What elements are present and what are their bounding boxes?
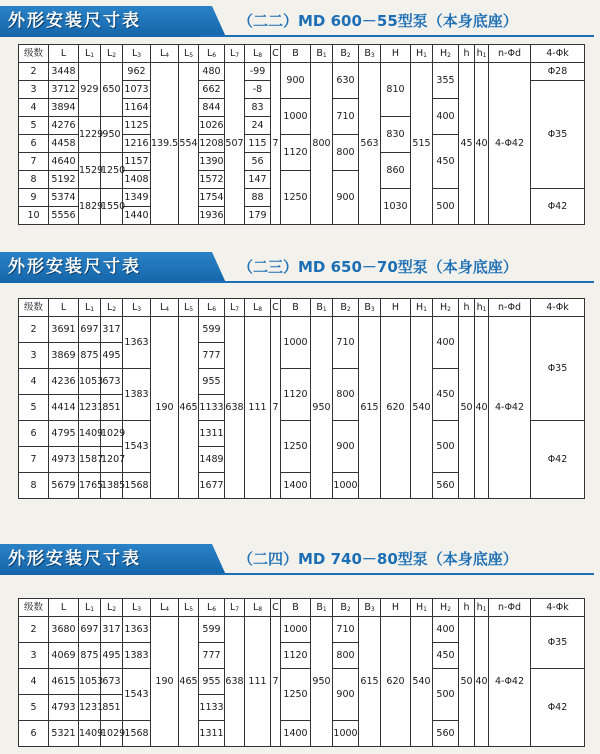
H-cell: 860 — [381, 153, 411, 189]
L8-cell: -8 — [245, 81, 271, 99]
L7-cell: 507 — [225, 63, 245, 225]
header-h1: $h_1$ — [475, 599, 489, 617]
B3-cell: 563 — [359, 63, 381, 225]
L3-cell: 1157 — [123, 153, 151, 171]
k-cell: Φ42 — [531, 421, 585, 499]
L6-cell: 1311 — [199, 421, 225, 447]
header-B3: $B_3$ — [359, 299, 381, 317]
L1-cell: 1229 — [79, 117, 101, 153]
header-C: C — [271, 45, 281, 63]
L2-cell: 495 — [101, 343, 123, 369]
stage-cell: 5 — [19, 695, 49, 721]
L2-cell: 1029 — [101, 421, 123, 447]
L6-cell: 1754 — [199, 189, 225, 207]
L6-cell: 1677 — [199, 473, 225, 499]
section-3-title: 外形安装尺寸表 — [8, 549, 141, 569]
H2-cell: 355 — [433, 63, 459, 99]
header-L4: $L_4$ — [151, 45, 179, 63]
banner-rule — [200, 35, 594, 37]
L8-cell: 88 — [245, 189, 271, 207]
L1-cell: 875 — [79, 643, 101, 669]
L1-cell: 1587 — [79, 447, 101, 473]
k-cell: Φ35 — [531, 617, 585, 669]
H2-cell: 500 — [433, 421, 459, 473]
L1-cell: 1529 — [79, 153, 101, 189]
stage-cell: 4 — [19, 99, 49, 117]
L2-cell: 1207 — [101, 447, 123, 473]
header-H: H — [381, 45, 411, 63]
L2-cell: 495 — [101, 643, 123, 669]
header-stages: 级数 — [19, 45, 49, 63]
L1-cell: 875 — [79, 343, 101, 369]
L1-cell: 1053 — [79, 369, 101, 395]
B-cell: 1400 — [281, 721, 311, 747]
H2-cell: 500 — [433, 189, 459, 225]
H-cell: 830 — [381, 117, 411, 153]
header-H1: $H_1$ — [411, 599, 433, 617]
B-cell: 1250 — [281, 421, 311, 473]
header-n-d: n-Φd — [489, 599, 531, 617]
L-cell: 5192 — [49, 171, 79, 189]
header-H2: $H_2$ — [433, 299, 459, 317]
B2-cell: 1000 — [333, 473, 359, 499]
header-h: h — [459, 299, 475, 317]
dimension-table-3 — [18, 598, 585, 747]
k-cell: Φ42 — [531, 189, 585, 225]
L1-cell: 929 — [79, 63, 101, 117]
B2-cell: 900 — [333, 669, 359, 721]
L-cell: 5374 — [49, 189, 79, 207]
dimension-table-1 — [18, 44, 585, 225]
header-B1: $B_1$ — [311, 299, 333, 317]
H2-cell: 450 — [433, 369, 459, 421]
header-B: B — [281, 599, 311, 617]
L-cell: 3894 — [49, 99, 79, 117]
stage-cell: 6 — [19, 721, 49, 747]
L2-cell: 950 — [101, 117, 123, 153]
section-2-banner — [0, 252, 600, 283]
header-H: H — [381, 599, 411, 617]
header-H1: $H_1$ — [411, 299, 433, 317]
header-L1: $L_1$ — [79, 45, 101, 63]
L3-cell: 1568 — [123, 721, 151, 747]
header-L7: $L_7$ — [225, 599, 245, 617]
header-L8: $L_8$ — [245, 45, 271, 63]
section-1-subtitle: （二二）MD 600－55型泵（本身底座） — [238, 12, 518, 30]
header-h1: $h_1$ — [475, 299, 489, 317]
H2-cell: 400 — [433, 317, 459, 369]
header-h: h — [459, 45, 475, 63]
L3-cell: 1408 — [123, 171, 151, 189]
header-L7: $L_7$ — [225, 299, 245, 317]
L-cell: 4615 — [49, 669, 79, 695]
section-2-subtitle: （二三）MD 650－70型泵（本身底座） — [238, 258, 518, 276]
L6-cell: 599 — [199, 617, 225, 643]
L3-cell: 1216 — [123, 135, 151, 153]
header-B3: $B_3$ — [359, 599, 381, 617]
L-cell: 4458 — [49, 135, 79, 153]
header-L6: $L_6$ — [199, 299, 225, 317]
header-B: B — [281, 299, 311, 317]
L-cell: 5321 — [49, 721, 79, 747]
L2-cell: 1029 — [101, 721, 123, 747]
L8-cell: 179 — [245, 207, 271, 225]
H2-cell: 450 — [433, 643, 459, 669]
L2-cell: 1250 — [101, 153, 123, 189]
k-cell: Φ42 — [531, 669, 585, 747]
section-1-banner — [0, 6, 600, 37]
stage-cell: 5 — [19, 117, 49, 135]
h-cell: 50 — [459, 317, 475, 499]
dimension-table-2 — [18, 298, 585, 499]
header-C: C — [271, 599, 281, 617]
L6-cell: 1936 — [199, 207, 225, 225]
header-h: h — [459, 599, 475, 617]
L6-cell: 955 — [199, 669, 225, 695]
header-L: L — [49, 45, 79, 63]
L1-cell: 1829 — [79, 189, 101, 225]
L3-cell: 1349 — [123, 189, 151, 207]
H-cell: 1030 — [381, 189, 411, 225]
section-3-banner — [0, 544, 600, 575]
h1-cell: 40 — [475, 63, 489, 225]
section-3-subtitle: （二四）MD 740－80型泵（本身底座） — [238, 550, 518, 568]
header-B3: $B_3$ — [359, 45, 381, 63]
L-cell: 3869 — [49, 343, 79, 369]
L3-cell: 1543 — [123, 421, 151, 473]
h1-cell: 40 — [475, 317, 489, 499]
L3-cell: 1125 — [123, 117, 151, 135]
header-L1: $L_1$ — [79, 299, 101, 317]
header-L: L — [49, 299, 79, 317]
L1-cell: 1053 — [79, 669, 101, 695]
L-cell: 4793 — [49, 695, 79, 721]
k-cell: Φ28 — [531, 63, 585, 81]
B1-cell: 950 — [311, 617, 333, 747]
H2-cell: 500 — [433, 669, 459, 721]
L6-cell: 1311 — [199, 721, 225, 747]
header-H2: $H_2$ — [433, 599, 459, 617]
header-L5: $L_5$ — [179, 45, 199, 63]
B1-cell: 800 — [311, 63, 333, 225]
H2-cell: 560 — [433, 473, 459, 499]
header-L8: $L_8$ — [245, 299, 271, 317]
L6-cell: 777 — [199, 343, 225, 369]
header-B1: $B_1$ — [311, 45, 333, 63]
L6-cell: 480 — [199, 63, 225, 81]
L1-cell: 697 — [79, 317, 101, 343]
L6-cell: 844 — [199, 99, 225, 117]
L8-cell: 56 — [245, 153, 271, 171]
stage-cell: 6 — [19, 135, 49, 153]
L2-cell: 1550 — [101, 189, 123, 225]
banner-rule — [200, 573, 594, 575]
k-cell: Φ35 — [531, 81, 585, 189]
stage-cell: 7 — [19, 447, 49, 473]
L2-cell: 851 — [101, 695, 123, 721]
L6-cell: 1489 — [199, 447, 225, 473]
L6-cell: 599 — [199, 317, 225, 343]
header-h1: $h_1$ — [475, 45, 489, 63]
L-cell: 5679 — [49, 473, 79, 499]
L8-cell: 147 — [245, 171, 271, 189]
header-n-d: n-Φd — [489, 45, 531, 63]
L4-cell: 190 — [151, 317, 179, 499]
B-cell: 1400 — [281, 473, 311, 499]
header-L6: $L_6$ — [199, 45, 225, 63]
header-L8: $L_8$ — [245, 599, 271, 617]
L5-cell: 465 — [179, 317, 199, 499]
B-cell: 1120 — [281, 135, 311, 171]
L2-cell: 673 — [101, 369, 123, 395]
H1-cell: 515 — [411, 63, 433, 225]
header-4-k: 4-Φk — [531, 299, 585, 317]
L6-cell: 777 — [199, 643, 225, 669]
header-C: C — [271, 299, 281, 317]
H2-cell: 400 — [433, 617, 459, 643]
L-cell: 4640 — [49, 153, 79, 171]
L3-cell: 1383 — [123, 369, 151, 421]
L-cell: 4414 — [49, 395, 79, 421]
B3-cell: 615 — [359, 617, 381, 747]
L-cell: 4973 — [49, 447, 79, 473]
L3-cell: 962 — [123, 63, 151, 81]
header-L1: $L_1$ — [79, 599, 101, 617]
C-cell: 7 — [271, 63, 281, 225]
B-cell: 1120 — [281, 643, 311, 669]
header-B2: $B_2$ — [333, 45, 359, 63]
header-L3: $L_3$ — [123, 45, 151, 63]
H1-cell: 540 — [411, 617, 433, 747]
L-cell: 4069 — [49, 643, 79, 669]
h-cell: 45 — [459, 63, 475, 225]
header-stages: 级数 — [19, 299, 49, 317]
header-H2: $H_2$ — [433, 45, 459, 63]
L6-cell: 1133 — [199, 695, 225, 721]
h-cell: 50 — [459, 617, 475, 747]
B-cell: 1000 — [281, 317, 311, 369]
header-L6: $L_6$ — [199, 599, 225, 617]
B2-cell: 630 — [333, 63, 359, 99]
L1-cell: 1409 — [79, 421, 101, 447]
section-2-title: 外形安装尺寸表 — [8, 257, 141, 277]
nd-cell: 4-Φ42 — [489, 63, 531, 225]
stage-cell: 6 — [19, 421, 49, 447]
L3-cell: 1543 — [123, 669, 151, 721]
L1-cell: 697 — [79, 617, 101, 643]
header-B2: $B_2$ — [333, 599, 359, 617]
L7-cell: 638 — [225, 617, 245, 747]
B2-cell: 710 — [333, 99, 359, 135]
L3-cell: 1073 — [123, 81, 151, 99]
L3-cell: 1363 — [123, 317, 151, 369]
H-cell: 620 — [381, 317, 411, 499]
header-L: L — [49, 599, 79, 617]
L-cell: 3691 — [49, 317, 79, 343]
L2-cell: 673 — [101, 669, 123, 695]
header-B1: $B_1$ — [311, 599, 333, 617]
B2-cell: 900 — [333, 171, 359, 225]
stage-cell: 4 — [19, 669, 49, 695]
B-cell: 1250 — [281, 171, 311, 225]
stage-cell: 5 — [19, 395, 49, 421]
stage-cell: 3 — [19, 81, 49, 99]
L4-cell: 190 — [151, 617, 179, 747]
header-L3: $L_3$ — [123, 299, 151, 317]
L-cell: 5556 — [49, 207, 79, 225]
H2-cell: 400 — [433, 99, 459, 135]
L3-cell: 1440 — [123, 207, 151, 225]
header-4-k: 4-Φk — [531, 599, 585, 617]
header-L4: $L_4$ — [151, 599, 179, 617]
B-cell: 1250 — [281, 669, 311, 721]
header-L5: $L_5$ — [179, 299, 199, 317]
stage-cell: 9 — [19, 189, 49, 207]
stage-cell: 3 — [19, 643, 49, 669]
header-stages: 级数 — [19, 599, 49, 617]
header-H: H — [381, 299, 411, 317]
L2-cell: 317 — [101, 317, 123, 343]
B2-cell: 710 — [333, 617, 359, 643]
L7-cell: 638 — [225, 317, 245, 499]
B1-cell: 950 — [311, 317, 333, 499]
L6-cell: 1026 — [199, 117, 225, 135]
B2-cell: 710 — [333, 317, 359, 369]
header-H1: $H_1$ — [411, 45, 433, 63]
header-4-k: 4-Φk — [531, 45, 585, 63]
L1-cell: 1765 — [79, 473, 101, 499]
L2-cell: 851 — [101, 395, 123, 421]
B2-cell: 800 — [333, 369, 359, 421]
B3-cell: 615 — [359, 317, 381, 499]
C-cell: 7 — [271, 317, 281, 499]
header-L2: $L_2$ — [101, 299, 123, 317]
B2-cell: 900 — [333, 421, 359, 473]
header-L3: $L_3$ — [123, 599, 151, 617]
banner-rule — [200, 281, 594, 283]
header-B: B — [281, 45, 311, 63]
L5-cell: 554 — [179, 63, 199, 225]
L8-cell: 115 — [245, 135, 271, 153]
section-1-title: 外形安装尺寸表 — [8, 11, 141, 31]
L5-cell: 465 — [179, 617, 199, 747]
B-cell: 1000 — [281, 99, 311, 135]
L8-cell: 111 — [245, 317, 271, 499]
stage-cell: 8 — [19, 171, 49, 189]
header-B2: $B_2$ — [333, 299, 359, 317]
L2-cell: 650 — [101, 63, 123, 117]
header-L4: $L_4$ — [151, 299, 179, 317]
stage-cell: 3 — [19, 343, 49, 369]
H-cell: 620 — [381, 617, 411, 747]
nd-cell: 4-Φ42 — [489, 617, 531, 747]
B-cell: 1000 — [281, 617, 311, 643]
L-cell: 3712 — [49, 81, 79, 99]
L-cell: 3448 — [49, 63, 79, 81]
stage-cell: 8 — [19, 473, 49, 499]
header-L2: $L_2$ — [101, 45, 123, 63]
H-cell: 810 — [381, 63, 411, 117]
nd-cell: 4-Φ42 — [489, 317, 531, 499]
stage-cell: 10 — [19, 207, 49, 225]
C-cell: 7 — [271, 617, 281, 747]
header-L5: $L_5$ — [179, 599, 199, 617]
L2-cell: 317 — [101, 617, 123, 643]
L6-cell: 662 — [199, 81, 225, 99]
L-cell: 4276 — [49, 117, 79, 135]
H2-cell: 560 — [433, 721, 459, 747]
stage-cell: 2 — [19, 317, 49, 343]
header-L7: $L_7$ — [225, 45, 245, 63]
header-L2: $L_2$ — [101, 599, 123, 617]
L2-cell: 1385 — [101, 473, 123, 499]
H2-cell: 450 — [433, 135, 459, 189]
stage-cell: 4 — [19, 369, 49, 395]
L3-cell: 1383 — [123, 643, 151, 669]
B2-cell: 800 — [333, 643, 359, 669]
stage-cell: 2 — [19, 617, 49, 643]
H1-cell: 540 — [411, 317, 433, 499]
L-cell: 4236 — [49, 369, 79, 395]
header-n-d: n-Φd — [489, 299, 531, 317]
B2-cell: 800 — [333, 135, 359, 171]
L6-cell: 955 — [199, 369, 225, 395]
L8-cell: 83 — [245, 99, 271, 117]
k-cell: Φ35 — [531, 317, 585, 421]
L6-cell: 1390 — [199, 153, 225, 171]
stage-cell: 2 — [19, 63, 49, 81]
stage-cell: 7 — [19, 153, 49, 171]
L1-cell: 1409 — [79, 721, 101, 747]
L6-cell: 1208 — [199, 135, 225, 153]
L8-cell: 24 — [245, 117, 271, 135]
L3-cell: 1164 — [123, 99, 151, 117]
L1-cell: 1231 — [79, 395, 101, 421]
L6-cell: 1133 — [199, 395, 225, 421]
L8-cell: -99 — [245, 63, 271, 81]
L1-cell: 1231 — [79, 695, 101, 721]
B-cell: 900 — [281, 63, 311, 99]
L4-cell: 139.5 — [151, 63, 179, 225]
L-cell: 4795 — [49, 421, 79, 447]
L-cell: 3680 — [49, 617, 79, 643]
B-cell: 1120 — [281, 369, 311, 421]
h1-cell: 40 — [475, 617, 489, 747]
L3-cell: 1568 — [123, 473, 151, 499]
L3-cell: 1363 — [123, 617, 151, 643]
L6-cell: 1572 — [199, 171, 225, 189]
B2-cell: 1000 — [333, 721, 359, 747]
L8-cell: 111 — [245, 617, 271, 747]
